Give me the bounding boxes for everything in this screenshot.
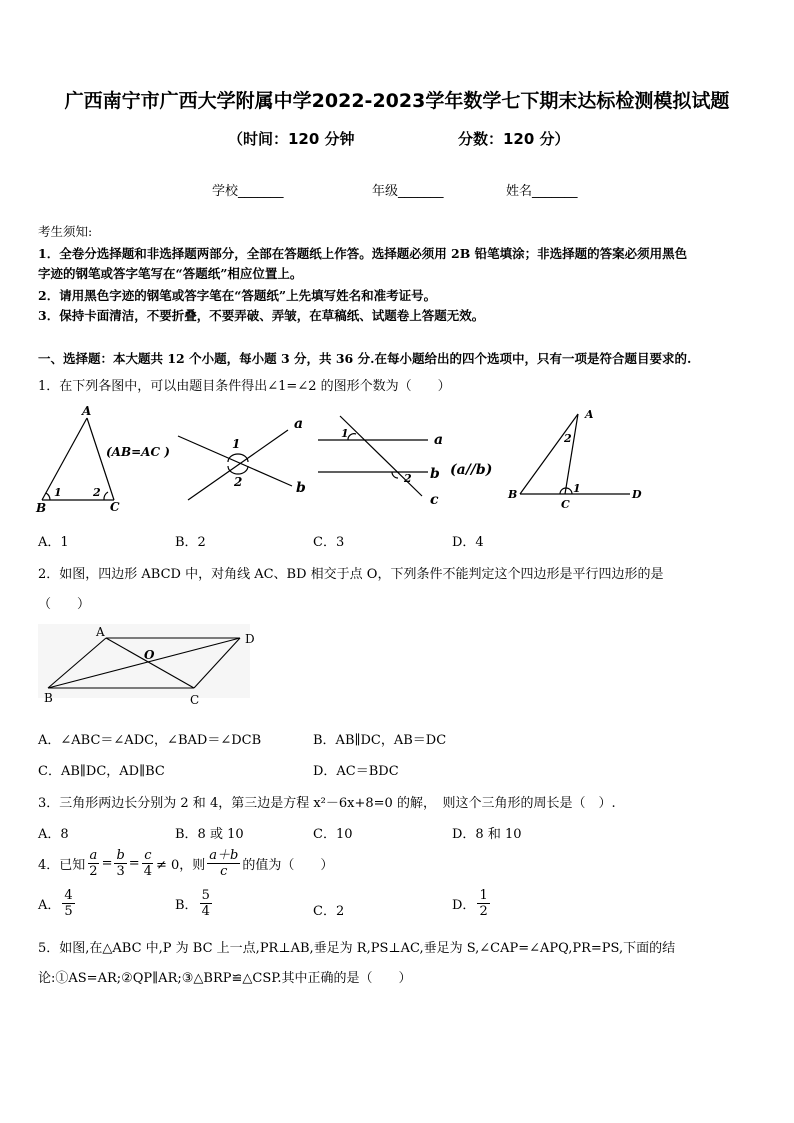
q1-option-c: C．3 [313, 535, 345, 550]
notes-heading: 考生须知: [38, 224, 93, 239]
q1-fig4-angle-1: 1 [573, 482, 581, 495]
section-heading: 一、选择题：本大题共 12 个小题，每小题 3 分，共 36 分.在每小题给出的四个选项中，只有一项是符合题目要求的. [38, 351, 692, 366]
q2-label-C: C [190, 693, 200, 707]
q4-equals-2: = [128, 856, 140, 871]
q2-option-c: C．AB∥DC，AD∥BC [38, 764, 165, 779]
q3-option-b: B．8 或 10 [175, 827, 244, 842]
note-1b: 字迹的钢笔或答字笔写在“答题纸”相应位置上。 [38, 266, 303, 281]
q4-suffix: 的值为（ ） [242, 858, 334, 873]
grade-field: 年级_______ [372, 184, 444, 199]
note-1a: 1．全卷分选择题和非选择题两部分，全部在答题纸上作答。选择题必须用 2B 铅笔填涂；非选择题的答案必须用黑色 [38, 246, 688, 261]
q4-option-c: C．2 [313, 904, 345, 919]
q2-label-D: D [245, 632, 255, 646]
q1-option-b: B．2 [175, 535, 206, 550]
q1-figures [30, 400, 760, 520]
q4-fraction-expression: $\frac{a+b}{c}$ [209, 848, 239, 879]
q1-fig4-label-B: B [508, 488, 518, 501]
q4-option-a: A． $\frac{4}{5}$ [38, 888, 73, 919]
q1-fig4-label-C: C [561, 498, 570, 511]
q3-option-c: C．10 [313, 827, 353, 842]
q1-fig4-label-D: D [632, 488, 642, 501]
q4-not-zero: ≠ 0，则 [155, 858, 206, 873]
q4-option-d: D． $\frac{1}{2}$ [452, 888, 488, 919]
q1-fig4-label-A: A [585, 408, 594, 421]
q1-fig1-angle-1: 1 [54, 486, 62, 499]
school-field: 学校_______ [212, 184, 284, 199]
q1-fig4-angle-2: 2 [564, 432, 572, 445]
q3-option-a: A．8 [38, 827, 69, 842]
q1-fig3-angle-2: 2 [404, 472, 412, 485]
q1-fig2-label-b: b [296, 480, 306, 496]
q2-option-a: A．∠ABC＝∠ADC，∠BAD＝∠DCB [38, 733, 262, 748]
q4-fraction-c-4: $\frac{c}{4}$ [143, 848, 152, 879]
exam-time: （时间：120 分钟 [228, 130, 355, 148]
q1-fig3-label-c: c [430, 492, 439, 508]
q3-stem: 3．三角形两边长分别为 2 和 4，第三边是方程 x²－6x+8=0 的解， 则这个三角形的周长是（ ）. [38, 796, 616, 811]
q2-stem: 2．如图，四边形 ABCD 中，对角线 AC、BD 相交于点 O，下列条件不能判定这个四边形是平行四边形的是 [38, 567, 664, 582]
q1-fig3-label-b: b [430, 466, 440, 482]
q4-fraction-b-3: $\frac{b}{3}$ [116, 848, 125, 879]
q4-stem [38, 848, 333, 879]
q4-prefix: 4．已知 [38, 858, 86, 873]
q1-fig3-angle-1: 1 [341, 427, 349, 440]
q4-fraction-a-2: $\frac{a}{2}$ [89, 848, 98, 879]
q2-label-O: O [144, 648, 155, 662]
q1-option-d: D．4 [452, 535, 484, 550]
q1-fig2-angle-2: 2 [234, 475, 243, 489]
exam-score: 分数：120 分） [458, 130, 570, 148]
q1-fig3-label-a: a [434, 432, 444, 448]
q2-option-b: B．AB∥DC，AB＝DC [313, 733, 447, 748]
q1-fig3-condition: (a//b) [450, 462, 493, 478]
q4-option-b: B． $\frac{5}{4}$ [175, 888, 210, 919]
q4-equals-1: = [101, 856, 113, 871]
note-3: 3．保持卡面清洁，不要折叠，不要弄破、弄皱，在草稿纸、试题卷上答题无效。 [38, 308, 485, 323]
q2-label-B: B [44, 691, 53, 705]
name-field: 姓名_______ [506, 184, 578, 199]
q3-option-d: D．8 和 10 [452, 827, 522, 842]
q1-fig1-label-A: A [82, 404, 92, 418]
page-title: 广西南宁市广西大学附属中学2022-2023学年数学七下期末达标检测模拟试题 [64, 90, 730, 112]
q2-label-A: A [96, 625, 105, 639]
q2-figure [38, 624, 255, 708]
q5-line-1: 5．如图,在△ABC 中,P 为 BC 上一点,PR⊥AB,垂足为 R,PS⊥AC,垂足为 S,∠CAP=∠APQ,PR=PS,下面的结 [38, 941, 676, 956]
q1-fig2-angle-1: 1 [232, 437, 241, 451]
note-2: 2．请用黑色字迹的钢笔或答字笔在“答题纸”上先填写姓名和准考证号。 [38, 288, 437, 303]
q1-fig2-label-a: a [294, 416, 304, 432]
q1-fig1 [42, 418, 114, 500]
q1-option-a: A．1 [38, 535, 69, 550]
q1-fig1-angle-2: 2 [93, 486, 101, 499]
q5-line-2: 论:①AS=AR;②QP∥AR;③△BRP≌△CSP.其中正确的是（ ） [38, 971, 412, 986]
q1-fig1-label-B: B [36, 501, 47, 515]
q2-option-d: D．AC＝BDC [313, 764, 399, 779]
q1-fig1-condition: (AB=AC ) [106, 445, 170, 459]
q2-paren: （ ） [38, 597, 91, 612]
q1-fig1-label-C: C [110, 500, 120, 514]
q1-stem: 1．在下列各图中，可以由题目条件得出∠1=∠2 的图形个数为（ ） [38, 379, 451, 394]
